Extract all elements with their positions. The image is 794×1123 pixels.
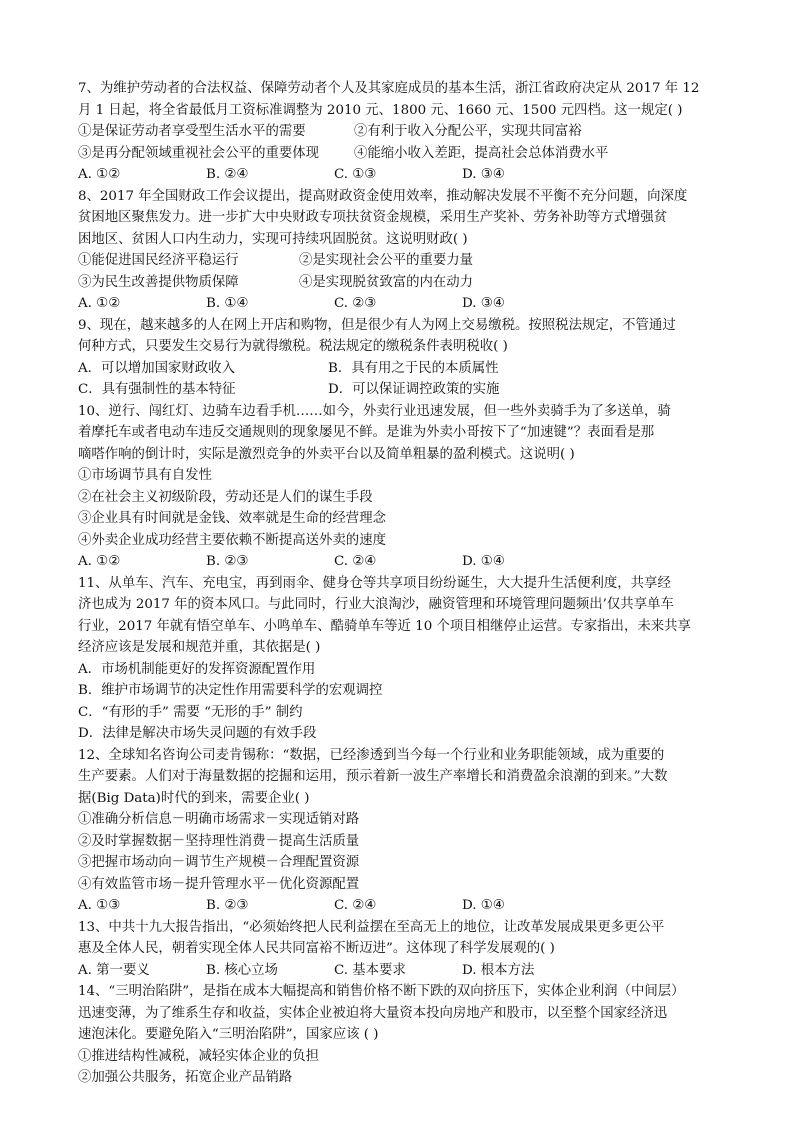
answer-options <box>78 164 728 186</box>
exam-page <box>78 78 728 1089</box>
option-b[interactable]: B．维护市场调节的决定性作用需要科学的宏观调控 <box>78 683 383 698</box>
answer-options <box>78 960 728 982</box>
statement: ②是实现社会公平的重要力量 <box>299 253 474 268</box>
option-c[interactable]: C．“有形的手” 需要 “无形的手” 制约 <box>78 704 303 720</box>
question-stem-line: 9、现在，越来越多的人在网上开店和购物，但是很少有人为网上交易缴税。按照税法规定，不管通过 <box>78 317 676 333</box>
option-b[interactable]: B. 核心立场 <box>206 962 278 978</box>
question-stem-line: 生产要素。人们对于海量数据的挖掘和运用，预示着新一波生产率增长和消费盈余浪潮的到来。”大数 <box>78 769 668 784</box>
statement: ①推进结构性减税，减轻实体企业的负担 <box>78 1048 320 1064</box>
question-stem-line: 嘀嗒作响的倒计时，实际是激烈竞争的外卖平台以及简单粗暴的盈利模式。这说明( ) <box>78 446 575 462</box>
option-a[interactable]: A．可以增加国家财政收入 <box>78 360 235 376</box>
question-12 <box>78 745 728 917</box>
statement: ④是实现脱贫致富的内在动力 <box>299 274 474 290</box>
question-11 <box>78 573 728 745</box>
option-b[interactable]: B. ②③ <box>206 898 249 913</box>
option-c[interactable]: C. 基本要求 <box>334 962 406 978</box>
statement: ④外卖企业成功经营主要依赖不断提高送外卖的速度 <box>78 532 386 548</box>
option-a[interactable]: A. ①② <box>78 554 121 569</box>
question-14 <box>78 981 728 1089</box>
option-d[interactable]: D. ①④ <box>462 898 505 913</box>
option-a[interactable]: A. ①② <box>78 167 121 182</box>
question-stem-line: 7、为维护劳动者的合法权益、保障劳动者个人及其家庭成员的基本生活，浙江省政府决定从 2017 年 12 <box>78 81 700 96</box>
question-stem-line: 济也成为 2017 年的资本风口。与此同时，行业大浪淘沙，融资管理和环境管理问题频出’仅共享单车 <box>78 597 674 612</box>
question-stem-line: 据(Big Data)时代的到来，需要企业( ) <box>78 790 310 806</box>
question-7 <box>78 78 728 186</box>
statement: ③为民生改善提供物质保障 <box>78 274 239 290</box>
option-d[interactable]: D. ①④ <box>462 554 505 569</box>
option-a[interactable]: A. ①② <box>78 296 121 311</box>
question-stem-line: 着摩托车或者电动车违反交通规则的现象屡见不鲜。是谁为外卖小哥按下了“加速键”？表面看是那 <box>78 425 655 440</box>
question-stem-line: 8、2017 年全国财政工作会议提出，提高财政资金使用效率，推动解决发展不平衡不充分问题，向深度 <box>78 188 688 204</box>
statement: ①准确分析信息－明确市场需求－实现适销对路 <box>78 812 360 827</box>
answer-options <box>78 551 728 573</box>
statement: ②及时掌握数据－坚持理性消费－提高生活质量 <box>78 833 360 849</box>
statement: ①市场调节具有自发性 <box>78 468 212 483</box>
question-stem-line: 14、“三明治陷阱”，是指在成本大幅提高和销售价格不断下跌的双向挤压下，实体企业利润（中间层） <box>78 984 685 999</box>
statement: ③企业具有时间就是金钱、效率就是生命的经营理念 <box>78 511 386 526</box>
statement: ①能促进国民经济平稳运行 <box>78 253 239 268</box>
question-stem-line: 迅速变薄，为了维系生存和收益，实体企业被迫将大量资本投向房地产和股市，以至整个国家经济迅 <box>78 1005 668 1021</box>
statement-row <box>78 121 728 143</box>
option-b[interactable]: B．具有用之于民的本质属性 <box>328 360 499 376</box>
option-d[interactable]: D. 根本方法 <box>462 962 535 978</box>
answer-options <box>78 379 728 401</box>
question-stem-line: 11、从单车、汽车、充电宝，再到雨伞、健身仓等共享项目纷纷诞生，大大提升生活便利度，共享经 <box>78 575 671 591</box>
option-c[interactable]: C. ②④ <box>334 898 377 913</box>
question-8 <box>78 186 728 315</box>
statement-row <box>78 272 728 294</box>
statement-row <box>78 250 728 272</box>
statement: ④有效监管市场－提升管理水平－优化资源配置 <box>78 876 360 892</box>
question-stem-line: 10、逆行、闯红灯、边骑车边看手机……如今，外卖行业迅速发展，但一些外卖骑手为了多送单，骑 <box>78 403 671 419</box>
statement: ③是再分配领域重视社会公平的重要体现 <box>78 145 320 161</box>
option-a[interactable]: A. 第一要义 <box>78 962 150 978</box>
option-b[interactable]: B. ②④ <box>206 167 249 182</box>
option-d[interactable]: D. ③④ <box>462 296 505 311</box>
option-c[interactable]: C．具有强制性的基本特征 <box>78 382 236 397</box>
question-stem-line: 困地区、贫困人口内生动力，实现可持续巩固脱贫。这说明财政( ) <box>78 231 468 247</box>
question-stem-line: 月 1 日起，将全省最低月工资标准调整为 2010 元、1800 元、1660 元、1500 元四档。这一规定( ) <box>78 102 683 118</box>
option-b[interactable]: B. ①④ <box>206 296 249 311</box>
question-stem-line: 行业，2017 年就有悟空单车、小鸣单车、酷骑单车等近 10 个项目相继停止运营。专家指出，未来共享 <box>78 618 691 634</box>
statement: ②加强公共服务，拓宽企业产品销路 <box>78 1070 293 1085</box>
statement-row <box>78 143 728 165</box>
statement: ①是保证劳动者享受型生活水平的需要 <box>78 124 306 139</box>
question-13 <box>78 917 728 982</box>
question-stem-line: 贫困地区聚焦发力。进一步扩大中央财政专项扶贫资金规模，采用生产奖补、劳务补助等方式增强贫 <box>78 210 668 225</box>
option-a[interactable]: A. ①③ <box>78 898 121 913</box>
option-a[interactable]: A．市场机制能更好的发挥资源配置作用 <box>78 661 316 677</box>
question-10 <box>78 401 728 573</box>
question-stem-line: 经济应该是发展和规范并重，其依据是( ) <box>78 640 321 655</box>
option-c[interactable]: C. ①③ <box>334 167 377 182</box>
option-d[interactable]: D．可以保证调控政策的实施 <box>328 382 500 397</box>
option-d[interactable]: D．法律是解决市场失灵问题的有效手段 <box>78 726 317 741</box>
question-stem-line: 12、全球知名咨询公司麦肯锡称：“数据，已经渗透到当今每一个行业和业务职能领域，成为重要的 <box>78 747 665 763</box>
question-stem-line: 速泡沫化。要避免陷入“三明治陷阱”，国家应该 ( ) <box>78 1027 379 1042</box>
statement: ②在社会主义初级阶段，劳动还是人们的谋生手段 <box>78 489 373 505</box>
question-stem-line: 何种方式，只要发生交易行为就得缴税。税法规定的缴税条件表明税收( ) <box>78 339 508 354</box>
answer-options <box>78 293 728 315</box>
option-d[interactable]: D. ③④ <box>462 167 505 182</box>
question-9 <box>78 315 728 401</box>
statement: ③把握市场动向－调节生产规模－合理配置资源 <box>78 855 360 870</box>
question-stem-line: 惠及全体人民，朝着实现全体人民共同富裕不断迈进”。这体现了科学发展观的( ) <box>78 941 555 956</box>
option-b[interactable]: B. ②③ <box>206 554 249 569</box>
statement: ②有利于收入分配公平，实现共同富裕 <box>354 124 582 139</box>
statement: ④能缩小收入差距，提高社会总体消费水平 <box>354 145 609 161</box>
option-c[interactable]: C. ②③ <box>334 296 377 311</box>
answer-options <box>78 358 728 380</box>
question-stem-line: 13、中共十九大报告指出，“必须始终把人民利益摆在至高无上的地位，让改革发展成果更多更公平 <box>78 919 665 935</box>
answer-options <box>78 895 728 917</box>
option-c[interactable]: C. ②④ <box>334 554 377 569</box>
